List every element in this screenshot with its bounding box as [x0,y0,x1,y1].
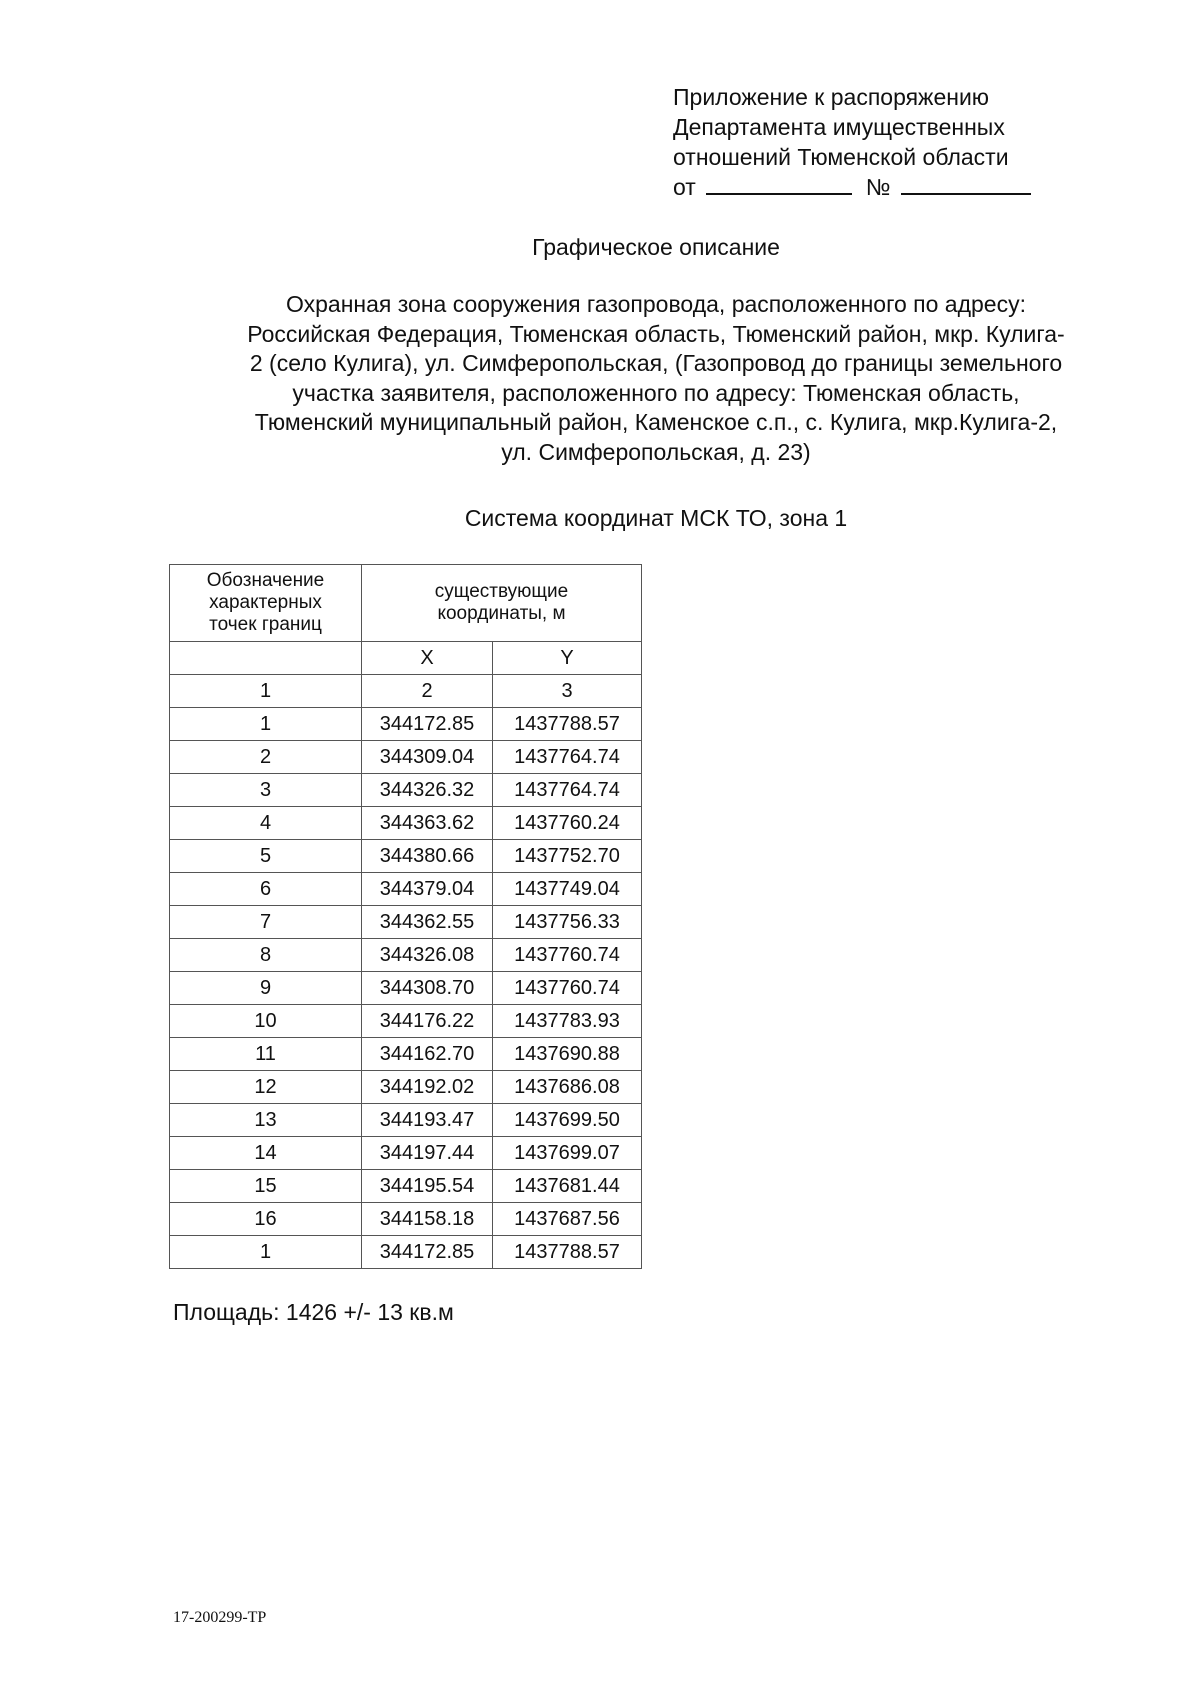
x-cell: 344362.55 [362,906,493,939]
date-prefix: от [673,174,696,200]
table-row [170,939,642,972]
object-description-line-1: Охранная зона сооружения газопровода, расположенного по адресу: [286,291,1026,317]
point-cell: 12 [170,1071,362,1104]
table-subheader-row [170,642,642,675]
y-cell: 1437687.56 [493,1203,642,1236]
y-cell: 1437760.74 [493,939,642,972]
x-cell: 344309.04 [362,741,493,774]
header-y: Y [493,642,642,675]
object-description-line-3: 2 (село Кулига), ул. Симферопольская, (Газопровод до границы земельного [249,350,1063,376]
table-row [170,1203,642,1236]
document-code: 17-200299-ТР [173,1609,267,1626]
column-number-1: 1 [170,675,362,708]
y-cell: 1437681.44 [493,1170,642,1203]
area-label: Площадь: 1426 +/- 13 кв.м [173,1299,454,1325]
x-cell: 344326.32 [362,774,493,807]
table-row [170,807,642,840]
table-row [170,1071,642,1104]
y-cell: 1437788.57 [493,708,642,741]
point-cell: 11 [170,1038,362,1071]
x-cell: 344379.04 [362,873,493,906]
point-cell: 13 [170,1104,362,1137]
appendix-line-3: отношений Тюменской области [673,144,1009,170]
coordinate-rows [170,708,642,1269]
y-cell: 1437760.24 [493,807,642,840]
table-row [170,741,642,774]
point-cell: 3 [170,774,362,807]
x-cell: 344162.70 [362,1038,493,1071]
table-header-row [170,565,642,642]
object-description-line-5: Тюменский муниципальный район, Каменское с.п., с. Кулига, мкр.Кулига-2, [254,409,1058,435]
x-cell: 344363.62 [362,807,493,840]
object-description [160,290,1152,467]
y-cell: 1437699.50 [493,1104,642,1137]
header-existing-coords [362,565,642,642]
header-points [170,565,362,642]
point-cell: 8 [170,939,362,972]
point-cell: 5 [170,840,362,873]
header-x: X [362,642,493,675]
x-cell: 344158.18 [362,1203,493,1236]
point-cell: 6 [170,873,362,906]
y-cell: 1437749.04 [493,873,642,906]
point-cell: 2 [170,741,362,774]
x-cell: 344197.44 [362,1137,493,1170]
y-cell: 1437788.57 [493,1236,642,1269]
table-row [170,1104,642,1137]
x-cell: 344308.70 [362,972,493,1005]
y-cell: 1437686.08 [493,1071,642,1104]
table-row [170,873,642,906]
coordinate-system-label: Система координат МСК ТО, зона 1 [464,505,848,531]
y-cell: 1437699.07 [493,1137,642,1170]
table-row [170,1236,642,1269]
header-points-line-1: Обозначение [206,570,325,591]
x-cell: 344172.85 [362,708,493,741]
table-row [170,1005,642,1038]
point-cell: 1 [170,708,362,741]
header-points-line-3: точек границ [209,614,322,635]
appendix-line-1: Приложение к распоряжению [673,84,990,110]
point-cell: 4 [170,807,362,840]
y-cell: 1437764.74 [493,741,642,774]
y-cell: 1437783.93 [493,1005,642,1038]
appendix-date-number-line [673,172,1153,202]
object-description-line-4: участка заявителя, расположенного по адресу: Тюменская область, [292,379,1020,406]
x-cell: 344326.08 [362,939,493,972]
table-row [170,1137,642,1170]
point-cell: 7 [170,906,362,939]
header-coords-line-1: существующие [434,581,569,602]
subheader-empty-cell [170,642,362,675]
column-number-3: 3 [493,675,642,708]
number-sign: № [865,174,891,200]
point-cell: 9 [170,972,362,1005]
x-cell: 344192.02 [362,1071,493,1104]
x-cell: 344176.22 [362,1005,493,1038]
point-cell: 15 [170,1170,362,1203]
table-row [170,840,642,873]
column-number-row [170,675,642,708]
appendix-header [673,82,1153,202]
number-blank [901,172,1031,195]
point-cell: 16 [170,1203,362,1236]
date-blank [706,172,852,195]
appendix-line-2: Департамента имущественных [673,114,1005,140]
y-cell: 1437756.33 [493,906,642,939]
table-row [170,906,642,939]
object-description-line-2: Российская Федерация, Тюменская область, Тюменский район, мкр. Кулига- [247,320,1065,347]
table-row [170,1170,642,1203]
coordinates-table [169,564,642,1269]
header-points-line-2: характерных [209,592,322,613]
y-cell: 1437690.88 [493,1038,642,1071]
y-cell: 1437752.70 [493,840,642,873]
point-cell: 14 [170,1137,362,1170]
table-row [170,972,642,1005]
y-cell: 1437764.74 [493,774,642,807]
x-cell: 344193.47 [362,1104,493,1137]
x-cell: 344195.54 [362,1170,493,1203]
column-number-2: 2 [362,675,493,708]
table-row [170,1038,642,1071]
x-cell: 344172.85 [362,1236,493,1269]
object-description-line-6: ул. Симферопольская, д. 23) [501,438,811,465]
point-cell: 10 [170,1005,362,1038]
y-cell: 1437760.74 [493,972,642,1005]
document-title: Графическое описание [532,234,780,260]
table-row [170,708,642,741]
point-cell: 1 [170,1236,362,1269]
table-row [170,774,642,807]
header-coords-line-2: координаты, м [437,603,566,624]
x-cell: 344380.66 [362,840,493,873]
